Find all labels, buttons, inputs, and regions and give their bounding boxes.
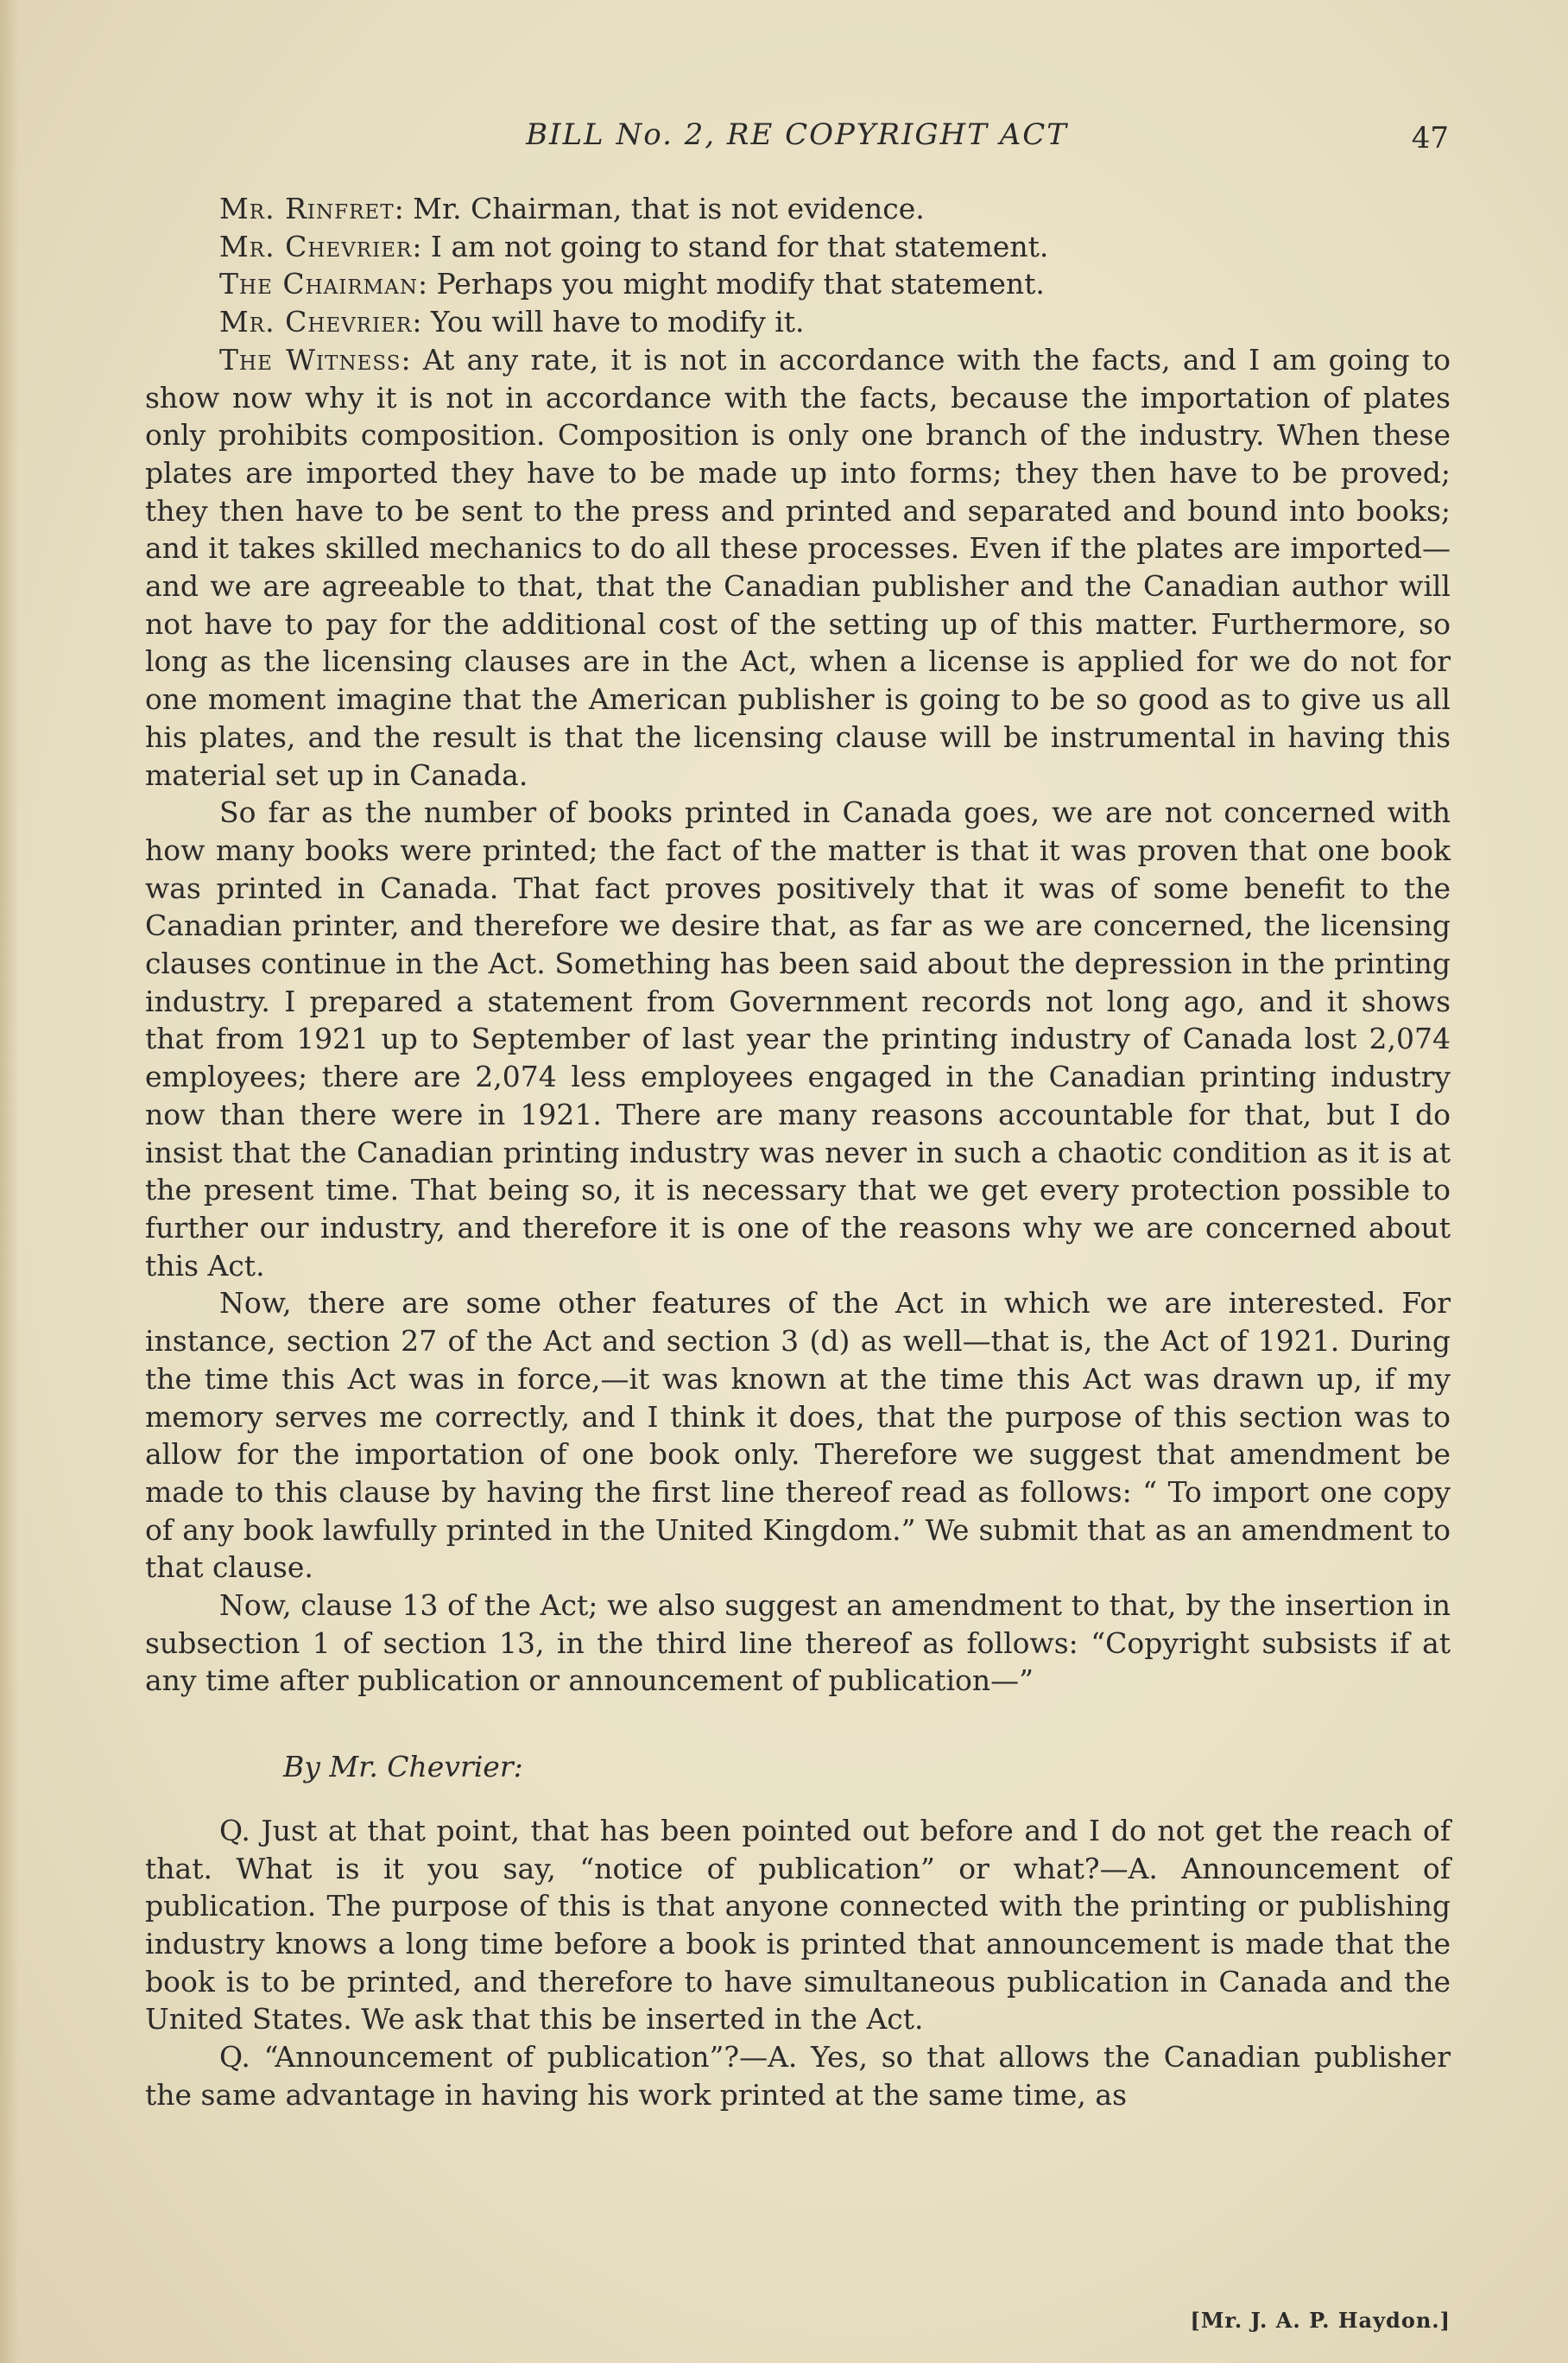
page-header <box>145 117 1449 169</box>
witness-attribution: [Mr. J. A. P. Haydon.] <box>1190 2308 1451 2333</box>
paragraph-text: : Mr. Chairman, that is not evidence. <box>394 192 925 225</box>
paragraph <box>145 341 1451 794</box>
paragraph-text: : You will have to modify it. <box>412 305 805 339</box>
page-body <box>145 190 1451 2113</box>
qa-paragraph: Q. Just at that point, that has been pointed out before and I do not get the reach of that. What is it you say, “notice of publication” or what?—A. Announcement of publication. The purpose of this is that anyone connected with the printing or publishing industry knows a long time before a book is printed that announcement is made that the book is to be printed, and therefore to have simultaneous publication in Canada and the United States. We ask that this be inserted in the Act. <box>145 1813 1451 2037</box>
paragraph <box>145 1284 1451 1587</box>
page-number: 47 <box>1411 121 1449 155</box>
paragraph <box>145 303 1451 341</box>
speaker-name: The Chairman <box>219 267 418 301</box>
qa-paragraph: Q. “Announcement of publication”?—A. Yes, so that allows the Canadian publisher the same advantage in having his work printed at the same time, as <box>145 2040 1451 2112</box>
paragraph-text: : I am not going to stand for that statement. <box>412 229 1049 263</box>
paragraph <box>145 1587 1451 1700</box>
paragraph-text: : Perhaps you might modify that statement. <box>417 267 1045 301</box>
examiner-byline: By Mr. Chevrier: <box>283 1750 523 1784</box>
page-gutter-shadow <box>0 0 19 2363</box>
running-head: BILL No. 2, RE COPYRIGHT ACT <box>526 117 1068 152</box>
paragraph-text: Now, clause 13 of the Act; we also suggest an amendment to that, by the insertion in subsection 1 of section 13, in the third line thereof as follows: “Copyright subsists if at any time after publication or announcement of publication—” <box>145 1588 1451 1698</box>
speaker-name: Mr. Chevrier <box>219 229 413 263</box>
paragraph <box>145 794 1451 1284</box>
paragraph-text: Now, there are some other features of the Act in which we are interested. For instance, section 27 of the Act and section 3 (d) as well—that is, the Act of 1921. During the time this Act was in force,—it was known at the time this Act was drawn up, if my memory serves me correctly, and I think it does, that the purpose of this section was to allow for the importation of one book only. Therefore we suggest that amendment be made to this clause by having the first line thereof read as follows: “ To import one copy of any book lawfully printed in the United Kingdom.” We submit that as an amendment to that clause. <box>145 1286 1451 1585</box>
speaker-name: Mr. Rinfret <box>219 192 395 225</box>
paragraph <box>145 228 1451 266</box>
paragraph-text: : At any rate, it is not in accordance with the facts, and I am going to show now why it is not in accordance with the facts, because the importation of plates only prohibits composition. Composition is only one branch of the industry. When these plates are imported they have to be made up into forms; they then have to be proved; they then have to be sent to the press and printed and separated and bound into books; and it takes skilled mechanics to do all these processes. Even if the plates are imported—and we are agreeable to that, that the Canadian publisher and the Canadian author will not have to pay for the additional cost of the setting up of this matter. Furthermore, so long as the licensing clauses are in the Act, when a license is applied for we do not for one moment imagine that the American publisher is going to be so good as to give us all his plates, and the result is that the licensing clause will be instrumental in having this material set up in Canada. <box>145 342 1451 792</box>
paragraph <box>145 265 1451 303</box>
speaker-name: The Witness <box>219 342 401 377</box>
paragraph-text: So far as the number of books printed in Canada goes, we are not concerned with how many books were printed; the fact of the matter is that it was proven that one book was printed in Canada. That fact proves positively that it was of some benefit to the Canadian printer, and therefore we desire that, as far as we are concerned, the licensing clauses continue in the Act. Something has been said about the depression in the printing industry. I prepared a statement from Government records not long ago, and it shows that from 1921 up to September of last year the printing industry of Canada lost 2,074 employees; there are 2,074 less employees engaged in the Canadian printing industry now than there were in 1921. There are many reasons accountable for that, but I do insist that the Canadian printing industry was never in such a chaotic condition as it is at the present time. That being so, it is necessary that we get every protection possible to further our industry, and therefore it is one of the reasons why we are concerned about this Act. <box>145 795 1451 1283</box>
speaker-name: Mr. Chevrier <box>219 305 413 339</box>
paragraph <box>145 190 1451 228</box>
